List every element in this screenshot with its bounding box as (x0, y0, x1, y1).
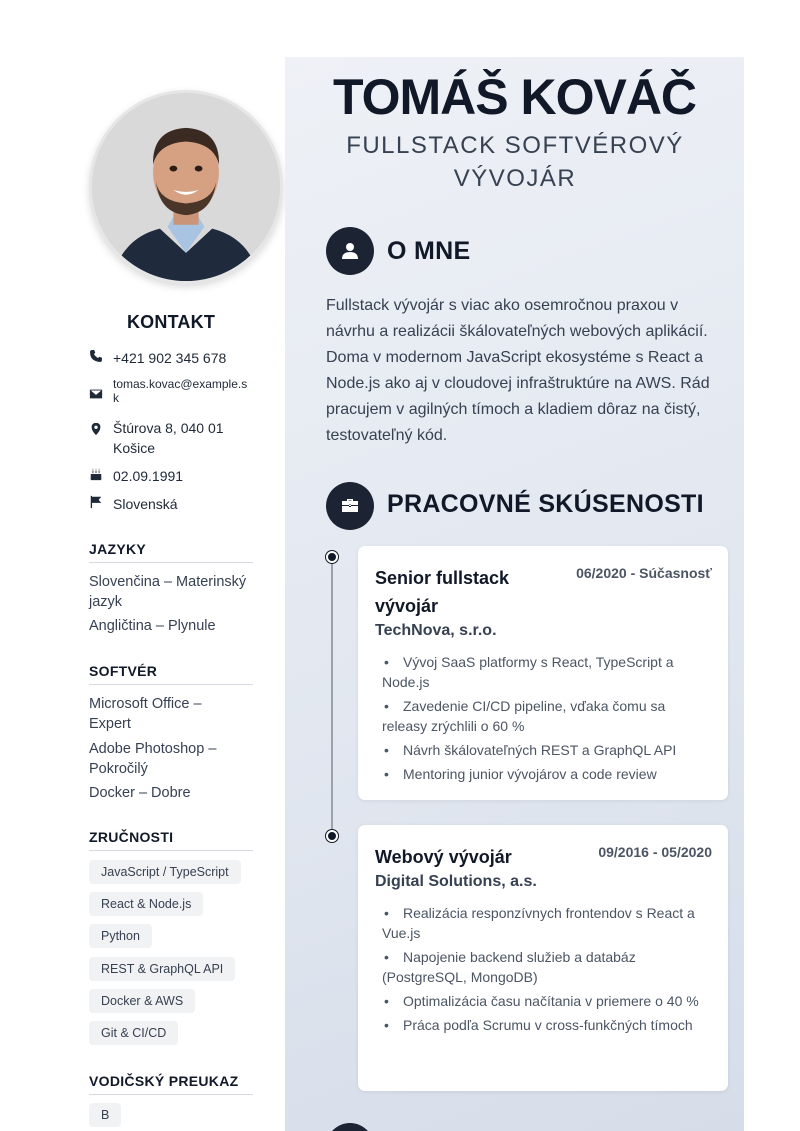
envelope-icon (88, 386, 104, 402)
about-title: O MNE (387, 237, 471, 265)
briefcase-icon (326, 482, 374, 530)
job-card (358, 546, 728, 800)
phone-text: +421 902 345 678 (113, 350, 227, 366)
skill-tag: Git & CI/CD (89, 1021, 178, 1045)
license-tag: B (89, 1103, 121, 1127)
job-bullet: • Zavedenie CI/CD pipeline, vďaka čomu sa releasy zrýchlili o 60 % (382, 696, 702, 736)
job-bullets (382, 903, 702, 1039)
job-title: Senior fullstack vývojár (375, 568, 510, 616)
about-text: Fullstack vývojár s viac ako osemročnou praxou v návrhu a realizácii škálovateľných webových aplikácií. Doma v modernom JavaScript ekosystéme s React a Node.js ako aj v cloudovej infraštruktúre na AWS. Rád pracujem v agilných tímoch a kladiem dôraz na čistý, testovateľný kód. (326, 297, 710, 444)
language-item: Slovenčina – Materinský jazyk (89, 574, 247, 610)
job-bullet: • Návrh škálovateľných REST a GraphQL API (382, 740, 702, 760)
job-company: Digital Solutions, a.s. (375, 873, 537, 890)
nationality-text: Slovenská (113, 496, 178, 512)
job-bullet: • Mentoring junior vývojárov a code review (382, 764, 702, 784)
languages-title: JAZYKY (89, 541, 253, 563)
contact-birthdate (88, 466, 258, 486)
cv-page (57, 57, 744, 1131)
job-bullet: • Optimalizácia času načítania v priemere o 40 % (382, 991, 702, 1011)
birthdate-text: 02.09.1991 (113, 468, 184, 484)
person-role: FULLSTACK SOFTVÉROVÝ VÝVOJÁR (346, 132, 684, 192)
job-bullet: • Vývoj SaaS platformy s React, TypeScript a Node.js (382, 652, 702, 692)
contact-nationality (88, 494, 258, 514)
address-text: Štúrova 8, 040 01 Košice (113, 420, 224, 456)
skills-title: ZRUČNOSTI (89, 829, 253, 851)
person-name: TOMÁŠ KOVÁČ (332, 69, 697, 125)
job-title: Webový vývojár (375, 847, 512, 867)
flag-icon (88, 494, 104, 510)
language-item: Angličtina – Plynule (89, 618, 216, 634)
skill-tag: REST & GraphQL API (89, 957, 235, 981)
contact-email[interactable] (88, 377, 258, 405)
job-bullet: • Realizácia responzívnych frontendov s React a Vue.js (382, 903, 702, 943)
main-content (285, 57, 744, 1131)
timeline-dot (326, 551, 338, 563)
job-date: 06/2020 - Súčasnosť (576, 565, 712, 581)
software-item: Microsoft Office – Expert (89, 696, 202, 732)
timeline-line (331, 557, 333, 837)
cake-icon (88, 466, 104, 482)
job-card (358, 825, 728, 1091)
skill-tag: Python (89, 924, 152, 948)
timeline-dot (326, 830, 338, 842)
sidebar (57, 57, 285, 1131)
skill-tag: Docker & AWS (89, 989, 195, 1013)
job-bullet: • Napojenie backend služieb a databáz (PostgreSQL, MongoDB) (382, 947, 702, 987)
email-text: tomas.kovac@example.sk (113, 377, 248, 405)
contact-phone[interactable] (88, 348, 258, 368)
phone-icon (88, 348, 104, 364)
job-date: 09/2016 - 05/2020 (598, 844, 712, 860)
contact-address (88, 418, 258, 458)
contact-title: KONTAKT (126, 312, 216, 332)
job-bullets (382, 652, 702, 788)
user-icon (326, 227, 374, 275)
software-item: Docker – Dobre (89, 785, 191, 801)
software-title: SOFTVÉR (89, 663, 253, 685)
profile-photo (89, 90, 283, 284)
job-company: TechNova, s.r.o. (375, 622, 497, 639)
experience-title: PRACOVNÉ SKÚSENOSTI (387, 490, 704, 518)
skill-tag: React & Node.js (89, 892, 203, 916)
software-item: Adobe Photoshop – Pokročilý (89, 741, 217, 777)
job-bullet: • Práca podľa Scrumu v cross-funkčných tímoch (382, 1015, 702, 1035)
next-section-icon (326, 1123, 374, 1131)
skill-tag: JavaScript / TypeScript (89, 860, 241, 884)
map-pin-icon (88, 421, 104, 437)
license-title: VODIČSKÝ PREUKAZ (89, 1073, 253, 1095)
